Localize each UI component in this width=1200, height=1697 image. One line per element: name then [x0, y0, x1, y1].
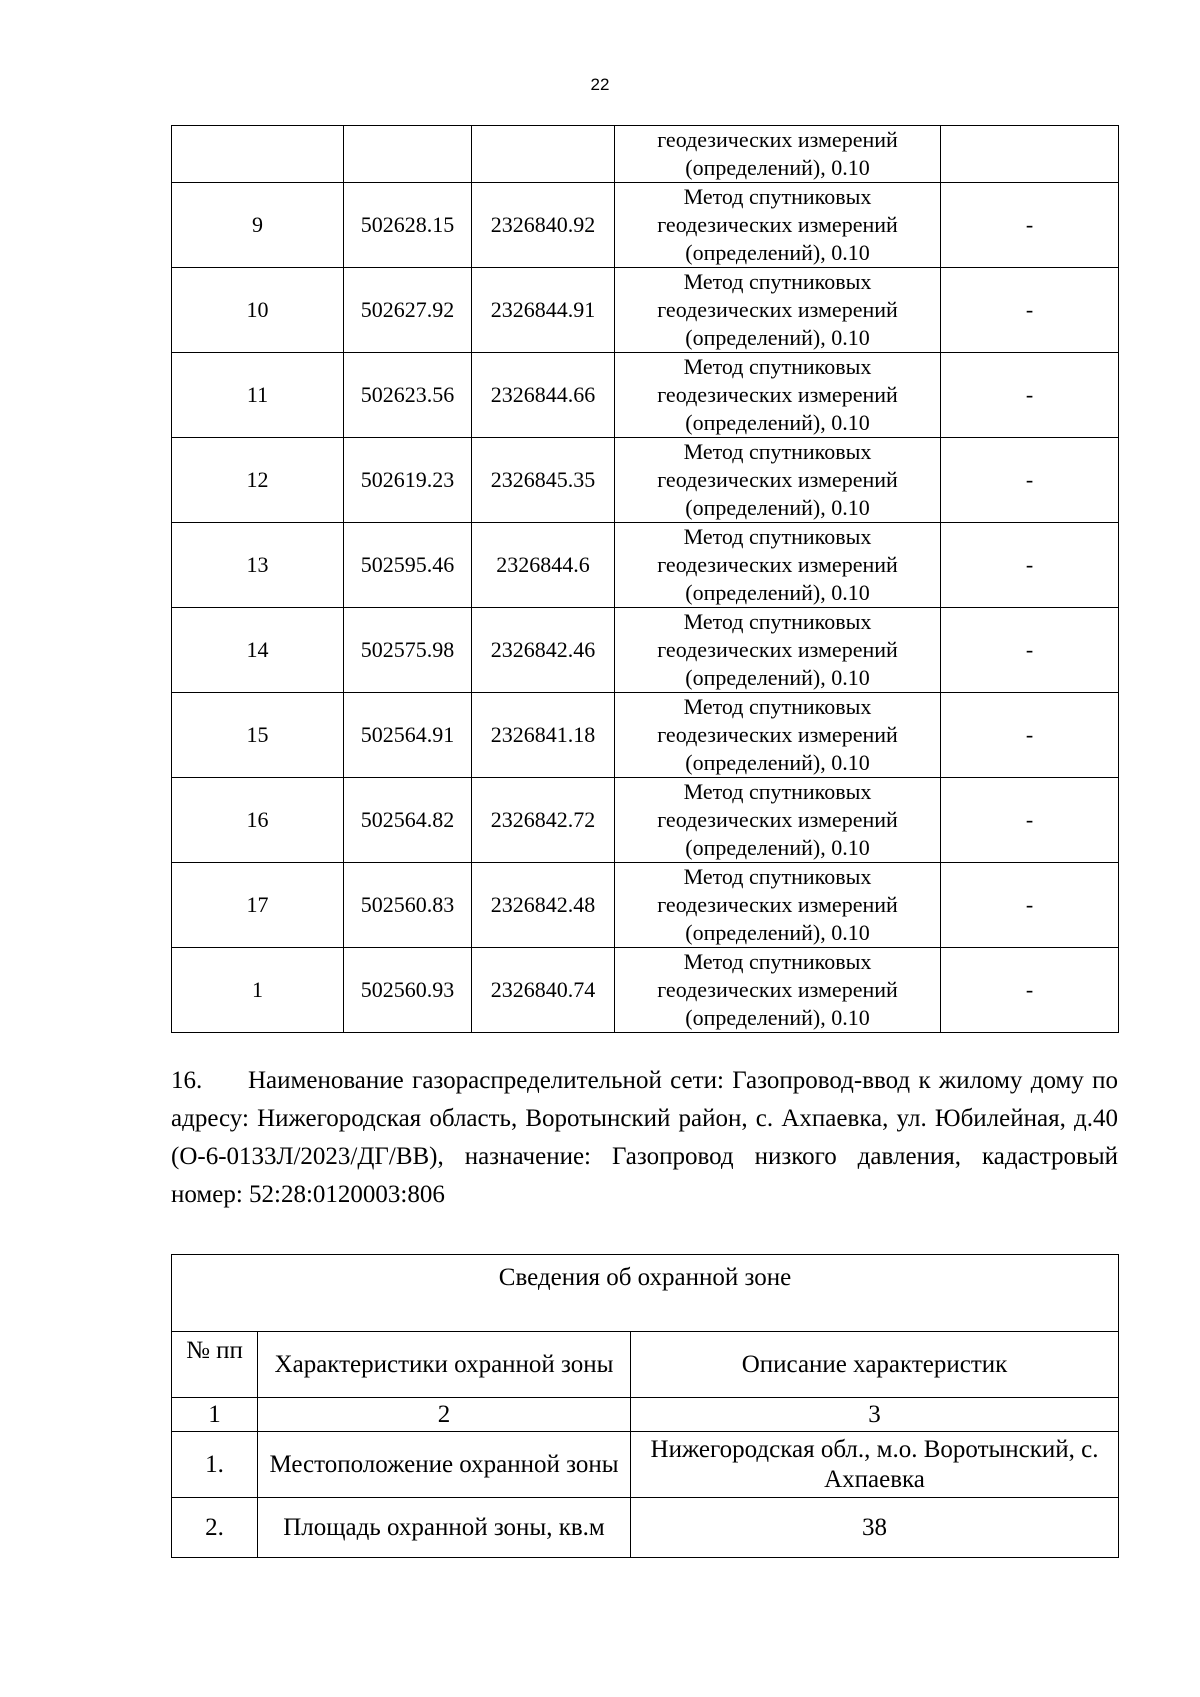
method-line: геодезических измерений	[657, 382, 898, 407]
description-cell: Нижегородская обл., м.о. Воротынский, с. Ахпаевка	[631, 1432, 1119, 1498]
y-coordinate-cell: 2326844.91	[472, 268, 615, 353]
point-number-cell: 14	[172, 608, 344, 693]
description-cell: -	[941, 353, 1119, 438]
x-coordinate-cell: 502628.15	[344, 183, 472, 268]
point-number-cell: 15	[172, 693, 344, 778]
method-line: геодезических измерений	[657, 807, 898, 832]
method-line: Метод спутниковых	[683, 184, 872, 209]
method-cell	[615, 126, 941, 183]
table-row	[172, 183, 1119, 268]
method-line: (определений), 0.10	[685, 750, 870, 775]
x-coordinate-cell: 502575.98	[344, 608, 472, 693]
index-cell: 3	[631, 1398, 1119, 1432]
method-line: (определений), 0.10	[685, 325, 870, 350]
method-line: геодезических измерений	[657, 977, 898, 1002]
method-line: Метод спутниковых	[683, 779, 872, 804]
point-number-cell: 12	[172, 438, 344, 523]
y-coordinate-cell: 2326844.6	[472, 523, 615, 608]
table-row	[172, 268, 1119, 353]
table-row	[172, 1432, 1119, 1498]
x-coordinate-cell: 502560.83	[344, 863, 472, 948]
point-number-cell: 16	[172, 778, 344, 863]
header-characteristic: Характеристики охранной зоны	[258, 1332, 631, 1398]
table-row	[172, 778, 1119, 863]
method-cell	[615, 608, 941, 693]
method-line: геодезических измерений	[657, 552, 898, 577]
method-line: геодезических измерений	[657, 892, 898, 917]
table-row	[172, 1498, 1119, 1558]
y-coordinate-cell: 2326844.66	[472, 353, 615, 438]
method-line: геодезических измерений	[657, 127, 898, 152]
method-line: Метод спутниковых	[683, 609, 872, 634]
table-caption: Сведения об охранной зоне	[172, 1255, 1119, 1332]
index-cell: 1	[172, 1398, 258, 1432]
row-number: 2.	[172, 1498, 258, 1558]
method-line: Метод спутниковых	[683, 269, 872, 294]
method-cell	[615, 268, 941, 353]
description-cell: 38	[631, 1498, 1119, 1558]
point-number-cell	[172, 126, 344, 183]
description-cell: -	[941, 523, 1119, 608]
y-coordinate-cell: 2326842.72	[472, 778, 615, 863]
y-coordinate-cell	[472, 126, 615, 183]
point-number-cell: 1	[172, 948, 344, 1033]
method-cell	[615, 438, 941, 523]
method-cell	[615, 523, 941, 608]
x-coordinate-cell: 502560.93	[344, 948, 472, 1033]
table-row	[172, 126, 1119, 183]
y-coordinate-cell: 2326842.46	[472, 608, 615, 693]
section-number: 16.	[171, 1067, 203, 1094]
y-coordinate-cell: 2326840.92	[472, 183, 615, 268]
method-line: Метод спутниковых	[683, 524, 872, 549]
method-line: геодезических измерений	[657, 297, 898, 322]
index-row	[172, 1398, 1119, 1432]
point-number-cell: 11	[172, 353, 344, 438]
description-cell: -	[941, 778, 1119, 863]
method-line: Метод спутниковых	[683, 439, 872, 464]
x-coordinate-cell: 502564.91	[344, 693, 472, 778]
method-line: (определений), 0.10	[685, 410, 870, 435]
method-line: геодезических измерений	[657, 212, 898, 237]
method-cell	[615, 863, 941, 948]
method-cell	[615, 948, 941, 1033]
y-coordinate-cell: 2326840.74	[472, 948, 615, 1033]
table-row	[172, 948, 1119, 1033]
method-line: Метод спутниковых	[683, 694, 872, 719]
x-coordinate-cell: 502619.23	[344, 438, 472, 523]
point-number-cell: 13	[172, 523, 344, 608]
header-description: Описание характеристик	[631, 1332, 1119, 1398]
method-line: Метод спутниковых	[683, 949, 872, 974]
description-cell: -	[941, 693, 1119, 778]
method-line: (определений), 0.10	[685, 1005, 870, 1030]
method-cell	[615, 693, 941, 778]
method-line: (определений), 0.10	[685, 835, 870, 860]
row-number: 1.	[172, 1432, 258, 1498]
point-number-cell: 17	[172, 863, 344, 948]
method-line: (определений), 0.10	[685, 155, 870, 180]
method-cell	[615, 778, 941, 863]
x-coordinate-cell: 502564.82	[344, 778, 472, 863]
y-coordinate-cell: 2326842.48	[472, 863, 615, 948]
method-line: (определений), 0.10	[685, 580, 870, 605]
description-cell: -	[941, 608, 1119, 693]
section-paragraph	[171, 1062, 1118, 1214]
header-row	[172, 1332, 1119, 1398]
point-number-cell: 10	[172, 268, 344, 353]
description-cell	[941, 126, 1119, 183]
coordinates-table	[171, 125, 1119, 1033]
protection-zone-table	[171, 1254, 1119, 1558]
description-cell: -	[941, 863, 1119, 948]
method-line: Метод спутниковых	[683, 354, 872, 379]
table-row	[172, 353, 1119, 438]
method-cell	[615, 183, 941, 268]
characteristic-cell: Местоположение охранной зоны	[258, 1432, 631, 1498]
description-cell: -	[941, 183, 1119, 268]
method-cell	[615, 353, 941, 438]
description-cell: -	[941, 438, 1119, 523]
table-row	[172, 438, 1119, 523]
description-cell: -	[941, 948, 1119, 1033]
header-number: № пп	[172, 1332, 258, 1398]
index-cell: 2	[258, 1398, 631, 1432]
method-line: геодезических измерений	[657, 722, 898, 747]
table-row	[172, 608, 1119, 693]
method-line: (определений), 0.10	[685, 495, 870, 520]
table-row	[172, 863, 1119, 948]
table-row	[172, 523, 1119, 608]
method-line: геодезических измерений	[657, 467, 898, 492]
table-row	[172, 693, 1119, 778]
section-text: Наименование газораспределительной сети: Газопровод-ввод к жилому дому по адресу: Нижегородская область, Воротынский район, с. Ахпаевка, ул. Юбилейная, д.40 (О-6-0133Л/2023/ДГ/ВВ), назначение: Газопровод низкого давления, кадастровый номер: 52:28:0120003:806	[171, 1067, 1118, 1208]
x-coordinate-cell: 502623.56	[344, 353, 472, 438]
y-coordinate-cell: 2326841.18	[472, 693, 615, 778]
method-line: (определений), 0.10	[685, 920, 870, 945]
method-line: геодезических измерений	[657, 637, 898, 662]
method-line: (определений), 0.10	[685, 665, 870, 690]
page-number: 22	[590, 75, 610, 94]
x-coordinate-cell: 502595.46	[344, 523, 472, 608]
method-line: (определений), 0.10	[685, 240, 870, 265]
x-coordinate-cell	[344, 126, 472, 183]
characteristic-cell: Площадь охранной зоны, кв.м	[258, 1498, 631, 1558]
method-line: Метод спутниковых	[683, 864, 872, 889]
point-number-cell: 9	[172, 183, 344, 268]
y-coordinate-cell: 2326845.35	[472, 438, 615, 523]
x-coordinate-cell: 502627.92	[344, 268, 472, 353]
description-cell: -	[941, 268, 1119, 353]
